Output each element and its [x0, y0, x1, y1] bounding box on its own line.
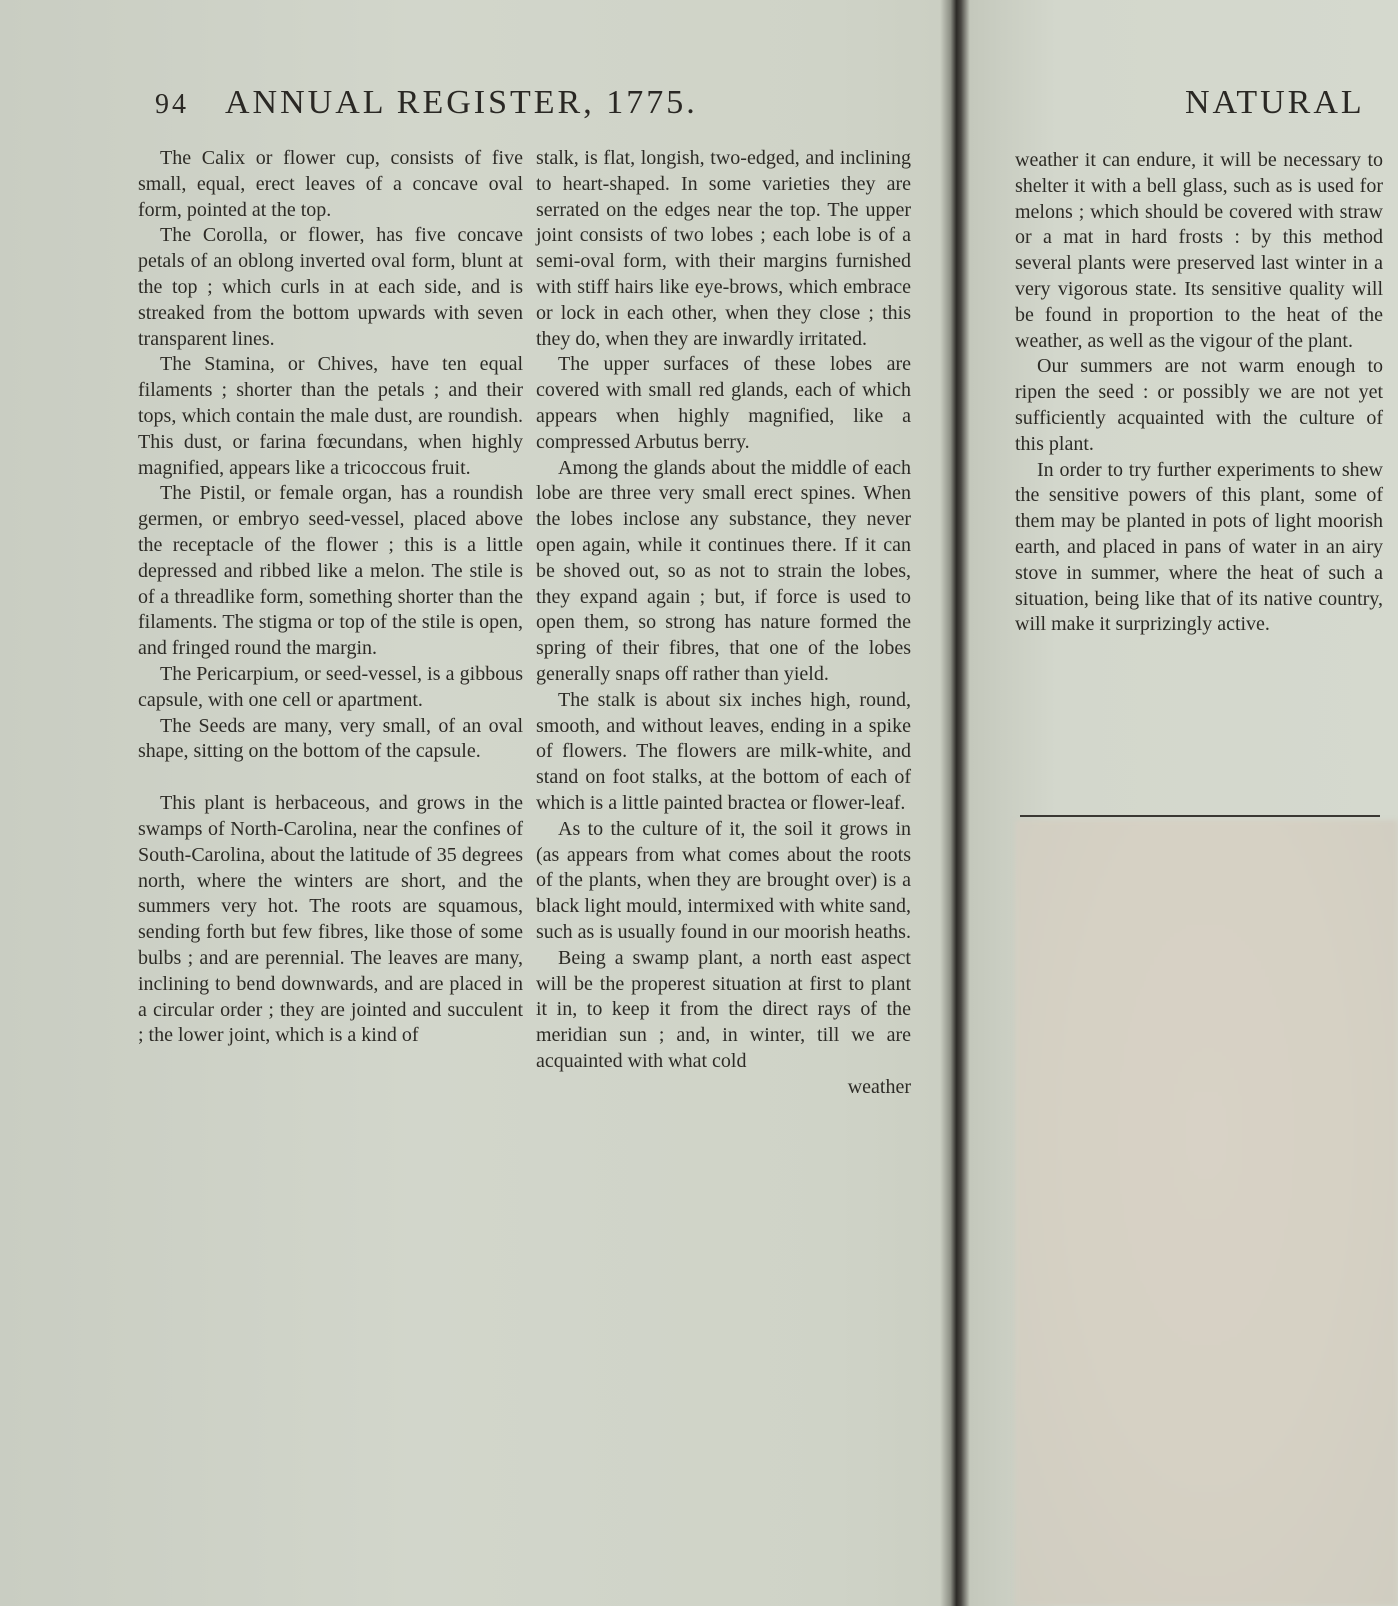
running-title: ANNUAL REGISTER, 1775. [225, 84, 698, 121]
left-page-header [155, 84, 795, 134]
paragraph-flowers: The stalk is about six inches high, round, smooth, and without leaves, ending in a spike of flowers. The flowers are milk-white, and stand on foot stalks, at the bottom of each of which is a little painted bractea or flower-leaf. [536, 688, 911, 814]
right-running-title: NATURAL [1185, 84, 1365, 121]
paragraph-culture: As to the culture of it, the soil it grows in (as appears from what comes about the roots of the plants, when they are brought over) is a black light mould, intermixed with white sand, such as is usually found in our moorish heaths. [536, 817, 911, 943]
page-number: 94 [155, 89, 189, 120]
paragraph-calix: The Calix or flower cup, consists of five small, equal, erect leaves of a concave oval form, pointed at the top. [138, 147, 523, 221]
catchword: weather [847, 1075, 911, 1098]
paragraph-glands: The upper surfaces of these lobes are covered with small red glands, each of which appears when highly magnified, like a compressed Arbutus berry. [536, 353, 911, 453]
left-column [138, 146, 523, 1049]
middle-column [536, 146, 911, 1100]
right-column [1015, 148, 1383, 638]
paragraph-stamina: The Stamina, or Chives, have ten equal filaments ; shorter than the petals ; and their tops, which contain the male dust, are roundish. This dust, or farina fœcundans, when highly magnified, appears like a tricoccous fruit. [138, 353, 523, 479]
paragraph-weather: weather it can endure, it will be necessary to shelter it with a bell glass, such as is used for melons ; which should be covered with straw or a mat in hard frosts : by this method several plants were preserved last winter in a very vigorous state. Its sensitive quality will be found in proportion to the heat of the weather, as well as the vigour of the plant. [1015, 149, 1383, 352]
paragraph-pericarpium: The Pericarpium, or seed-vessel, is a gibbous capsule, with one cell or apartment. [138, 662, 523, 711]
paragraph-experiments: In order to try further experiments to shew the sensitive powers of this plant, some of them may be planted in pots of light moorish earth, and placed in pans of water in an airy stove in summer, where the heat of such a situation, being like that of its native country, will make it surprizingly active. [1015, 458, 1383, 636]
paragraph-swamp: Being a swamp plant, a north east aspect will be the properest situation at first to plant it in, to keep it from the direct rays of the meridian sun ; and, in winter, till we are acquainted with what cold [536, 946, 911, 1072]
paragraph-seeds: The Seeds are many, very small, of an oval shape, sitting on the bottom of the capsule. [138, 714, 523, 763]
paragraph-corolla: The Corolla, or flower, has five concave petals of an oblong inverted oval form, blunt at the top ; which curls in at each side, and is streaked from the bottom upwards with seven transparent lines. [138, 224, 523, 350]
book-gutter [940, 0, 970, 1606]
paragraph-stalk: stalk, is flat, longish, two-edged, and inclining to heart-shaped. In some varieties they are serrated on the edges near the top. The upper joint consists of two lobes ; each lobe is of a semi-oval form, with their margins furnished with stiff hairs like eye-brows, which embrace or lock in each other, when they close ; this they do, when they are inwardly irritated. [536, 147, 911, 350]
paragraph-herbaceous: This plant is herbaceous, and grows in the swamps of North-Carolina, near the confines of South-Carolina, about the latitude of 35 degrees north, where the winters are short, and the summers very hot. The roots are squamous, sending forth but few fibres, like those of some bulbs ; and are perennial. The leaves are many, inclining to bend downwards, and are placed in a circular order ; they are jointed and succulent ; the lower joint, which is a kind of [138, 792, 523, 1047]
paragraph-pistil: The Pistil, or female organ, has a roundish germen, or embryo seed-vessel, placed above the receptacle of the flower ; this is a little depressed and ribbed like a melon. The stile is of a threadlike form, something shorter than the filaments. The stigma or top of the stile is open, and fringed round the margin. [138, 482, 523, 660]
paragraph-spines: Among the glands about the middle of each lobe are three very small erect spines. When the lobes inclose any substance, they never open again, while it continues there. If it can be shoved out, so as not to strain the lobes, they expand again ; but, if force is used to open them, so strong has nature formed the spring of their fibres, that one of the lobes generally snaps off rather than yield. [536, 456, 911, 685]
blurred-region [1015, 820, 1398, 1606]
right-page-header [1185, 84, 1385, 134]
paragraph-summers: Our summers are not warm enough to ripen the seed : or possibly we are not yet sufficiently acquainted with the culture of this plant. [1015, 355, 1383, 455]
section-rule [1020, 815, 1380, 817]
